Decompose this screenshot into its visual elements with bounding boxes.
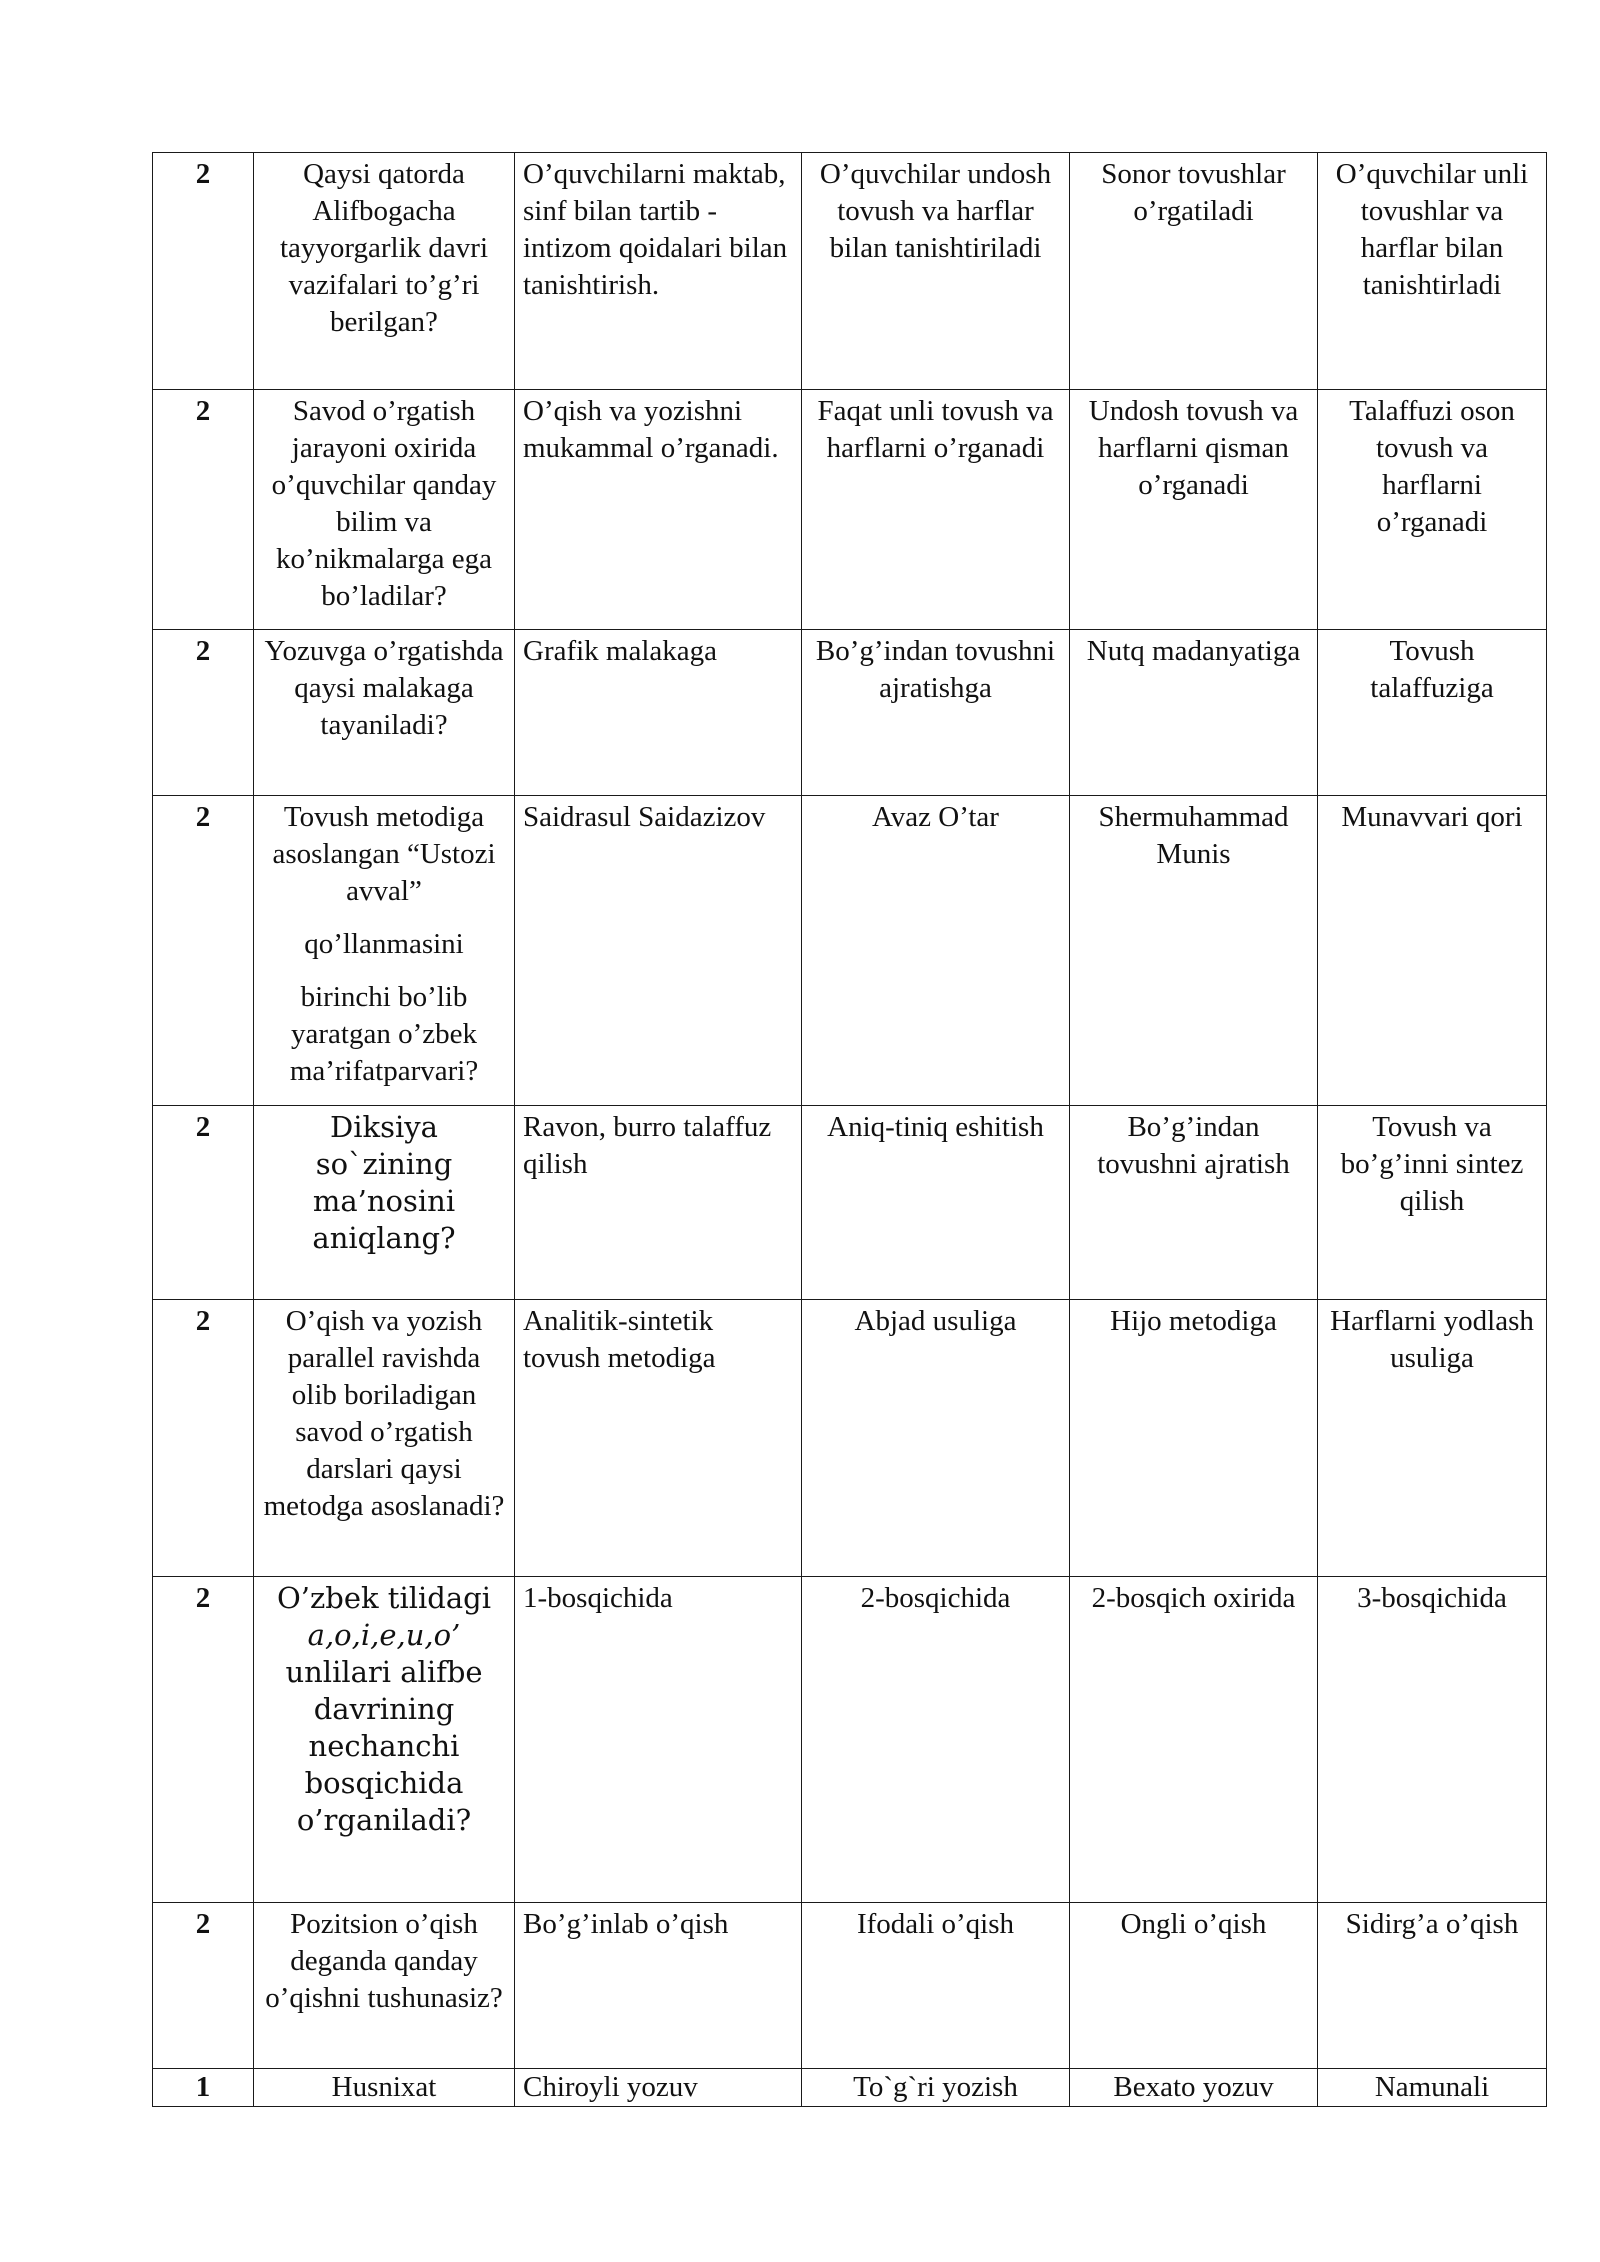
question-text: birinchi bo’lib yaratgan o’zbek ma’rifatparvari? bbox=[289, 981, 479, 1087]
table-row bbox=[153, 1903, 1547, 2069]
option-1-cell: Abjad usuliga bbox=[802, 1300, 1070, 1577]
score-cell: 2 bbox=[153, 1577, 254, 1903]
option-2-cell: Sonor tovushlar o’rgatiladi bbox=[1070, 153, 1318, 390]
question-cell: Pozitsion o’qish deganda qanday o’qishni tushunasiz? bbox=[254, 1903, 515, 2069]
questions-table bbox=[152, 152, 1547, 2107]
answer-cell: O’quvchilarni maktab, sinf bilan tartib -intizom qoidalari bilan tanishtirish. bbox=[515, 153, 802, 390]
table-row bbox=[153, 2069, 1547, 2107]
score-cell: 2 bbox=[153, 1300, 254, 1577]
score-cell: 2 bbox=[153, 1903, 254, 2069]
question-cell: Savod o’rgatish jarayoni oxirida o’quvchilar qanday bilim va ko’nikmalarga ega bo’ladilar? bbox=[254, 390, 515, 630]
option-3-cell: Harflarni yodlash usuliga bbox=[1318, 1300, 1547, 1577]
score-cell: 2 bbox=[153, 630, 254, 796]
answer-cell: O’qish va yozishni mukammal o’rganadi. bbox=[515, 390, 802, 630]
question-text: unlilari alifbe davrining nechanchi bosqichida o’rganiladi? bbox=[285, 1655, 483, 1837]
option-2-cell: Shermuhammad Munis bbox=[1070, 796, 1318, 1106]
question-text: Tovush metodiga asoslangan “Ustozi avval” bbox=[272, 801, 496, 907]
option-2-cell: 2-bosqich oxirida bbox=[1070, 1577, 1318, 1903]
table-row bbox=[153, 153, 1547, 390]
table-row bbox=[153, 630, 1547, 796]
answer-cell: Analitik-sintetik tovush metodiga bbox=[515, 1300, 802, 1577]
table-row bbox=[153, 1300, 1547, 1577]
option-1-cell: To`g`ri yozish bbox=[802, 2069, 1070, 2107]
answer-cell: Chiroyli yozuv bbox=[515, 2069, 802, 2107]
option-2-cell: Nutq madanyatiga bbox=[1070, 630, 1318, 796]
question-cell: Husnixat bbox=[254, 2069, 515, 2107]
option-2-cell: Ongli o’qish bbox=[1070, 1903, 1318, 2069]
score-cell: 1 bbox=[153, 2069, 254, 2107]
option-1-cell: O’quvchilar undosh tovush va harflar bilan tanishtiriladi bbox=[802, 153, 1070, 390]
score-cell: 2 bbox=[153, 153, 254, 390]
option-2-cell: Bo’g’indan tovushni ajratish bbox=[1070, 1106, 1318, 1300]
question-text: O’zbek tilidagi bbox=[277, 1581, 491, 1615]
option-3-cell: Tovush va bo’g’inni sintez qilish bbox=[1318, 1106, 1547, 1300]
table-row bbox=[153, 1106, 1547, 1300]
question-text: qo’llanmasini bbox=[304, 928, 464, 960]
score-cell: 2 bbox=[153, 796, 254, 1106]
option-3-cell: Namunali bbox=[1318, 2069, 1547, 2107]
option-1-cell: Bo’g’indan tovushni ajratishga bbox=[802, 630, 1070, 796]
option-1-cell: Faqat unli tovush va harflarni o’rganadi bbox=[802, 390, 1070, 630]
option-1-cell: Aniq-tiniq eshitish bbox=[802, 1106, 1070, 1300]
question-cell bbox=[254, 796, 515, 1106]
option-1-cell: 2-bosqichida bbox=[802, 1577, 1070, 1903]
answer-cell: Grafik malakaga bbox=[515, 630, 802, 796]
option-3-cell: Munavvari qori bbox=[1318, 796, 1547, 1106]
option-3-cell: Talaffuzi oson tovush va harflarni o’rganadi bbox=[1318, 390, 1547, 630]
question-text: a,o,i,e,u,o’ bbox=[307, 1618, 461, 1652]
score-cell: 2 bbox=[153, 1106, 254, 1300]
option-3-cell: Tovush talaffuziga bbox=[1318, 630, 1547, 796]
table-row bbox=[153, 390, 1547, 630]
question-cell: Qaysi qatorda Alifbogacha tayyorgarlik davri vazifalari to’g’ri berilgan? bbox=[254, 153, 515, 390]
question-cell bbox=[254, 1577, 515, 1903]
option-3-cell: O’quvchilar unli tovushlar va harflar bilan tanishtirladi bbox=[1318, 153, 1547, 390]
answer-cell: 1-bosqichida bbox=[515, 1577, 802, 1903]
answer-cell: Ravon, burro talaffuz qilish bbox=[515, 1106, 802, 1300]
question-cell: Yozuvga o’rgatishda qaysi malakaga tayaniladi? bbox=[254, 630, 515, 796]
question-cell: Diksiya so`zining ma’nosini aniqlang? bbox=[254, 1106, 515, 1300]
answer-cell: Saidrasul Saidazizov bbox=[515, 796, 802, 1106]
option-2-cell: Bexato yozuv bbox=[1070, 2069, 1318, 2107]
option-2-cell: Hijo metodiga bbox=[1070, 1300, 1318, 1577]
answer-cell: Bo’g’inlab o’qish bbox=[515, 1903, 802, 2069]
table-row bbox=[153, 796, 1547, 1106]
option-1-cell: Ifodali o’qish bbox=[802, 1903, 1070, 2069]
option-3-cell: 3-bosqichida bbox=[1318, 1577, 1547, 1903]
option-2-cell: Undosh tovush va harflarni qisman o’rganadi bbox=[1070, 390, 1318, 630]
table-row bbox=[153, 1577, 1547, 1903]
option-3-cell: Sidirg’a o’qish bbox=[1318, 1903, 1547, 2069]
score-cell: 2 bbox=[153, 390, 254, 630]
option-1-cell: Avaz O’tar bbox=[802, 796, 1070, 1106]
question-cell: O’qish va yozish parallel ravishda olib boriladigan savod o’rgatish darslari qaysi metodga asoslanadi? bbox=[254, 1300, 515, 1577]
